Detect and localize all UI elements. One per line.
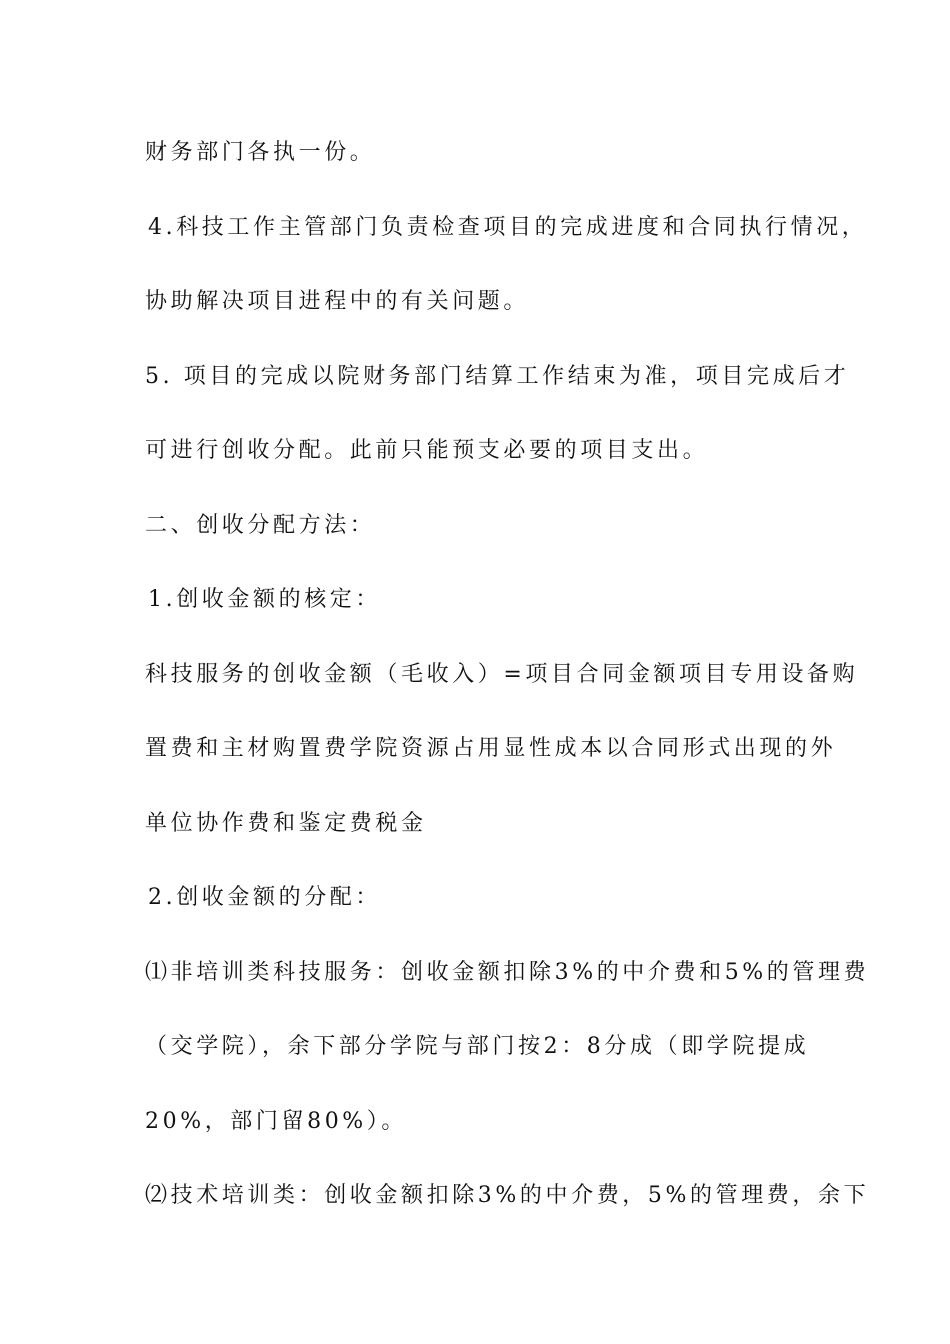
paragraph-line-6: 科技服务的创收金额（毛收入）=项目合同金额项目专用设备购 xyxy=(145,662,859,687)
paragraph-line-7: 置费和主材购置费学院资源占用显性成本以合同形式出现的外 xyxy=(145,736,837,761)
paragraph-line-10: （交学院），余下部分学院与部门按2：8分成（即学院提成 xyxy=(145,1034,810,1059)
subsection-heading-2: 2.创收金额的分配： xyxy=(148,885,381,910)
paragraph-line-9: ⑴非培训类科技服务：创收金额扣除3%的中介费和5%的管理费 xyxy=(145,960,870,985)
paragraph-line-2: 4.科技工作主管部门负责检查项目的完成进度和合同执行情况， xyxy=(148,215,868,240)
paragraph-line-8: 单位协作费和鉴定费税金 xyxy=(145,811,427,836)
paragraph-line-12: ⑵技术培训类：创收金额扣除3%的中介费，5%的管理费，余下 xyxy=(145,1183,870,1208)
paragraph-line-5: 可进行创收分配。此前只能预支必要的项目支出。 xyxy=(145,438,709,463)
paragraph-line-11: 20%，部门留80%）。 xyxy=(145,1109,407,1134)
subsection-heading-1: 1.创收金额的核定： xyxy=(148,587,381,612)
paragraph-line-3: 协助解决项目进程中的有关问题。 xyxy=(145,289,530,314)
paragraph-line-1: 财务部门各执一份。 xyxy=(145,140,376,165)
section-heading: 二、创收分配方法： xyxy=(145,513,376,538)
paragraph-line-4: 5. 项目的完成以院财务部门结算工作结束为准，项目完成后才 xyxy=(145,364,850,389)
